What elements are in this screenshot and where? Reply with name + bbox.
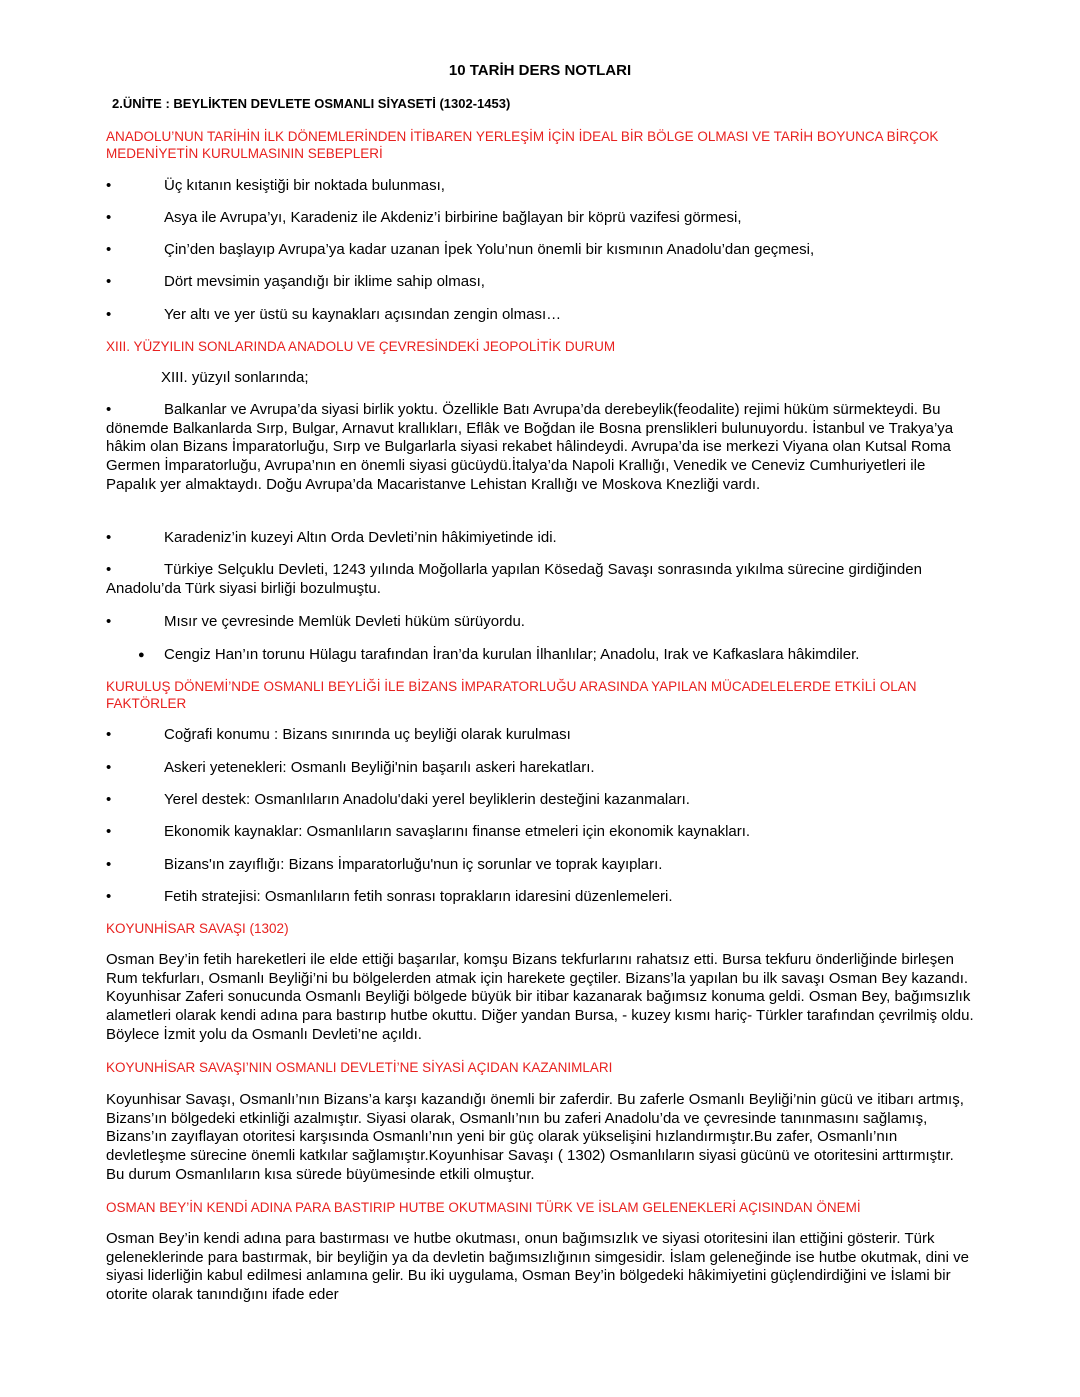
bullet-paragraph: • Karadeniz’in kuzeyi Altın Orda Devleti’nin hâkimiyetinde idi. [106,529,557,546]
section-heading-gains: KOYUNHİSAR SAVAŞI’NIN OSMANLI DEVLETİ’NE SİYASİ AÇIDAN KAZANIMLARI [106,1060,613,1075]
bullet: • [106,273,112,290]
bullet-paragraph: • Mısır ve çevresinde Memlük Devleti hüküm sürüyordu. [106,613,525,630]
circle-bullet: ● [138,649,145,661]
bullet: • [106,856,112,873]
bullet: • [106,823,112,840]
bullet: • [106,401,112,418]
bullet: • [106,209,112,226]
section-intro: XIII. yüzyıl sonlarında; [161,369,309,386]
paragraph-coin-sermon: Osman Bey’in kendi adına para bastırması ve hutbe okutması, onun bağımsızlık ve siyasi otoritesini ilan ettiğini gösterir. Türk geleneklerinde para bastırmak, bir beyliğin ya da devletin bağımsızlığının simgesidir. İslam geleneğinde ise hutbe okutmak, dini ve siyasi liderliğin kabul edilmesi anlamına gelir. Bu iki uygulama, Osman Bey’in bölgedeki hâkimiyetini güçlendirdiğini ve İslami bir otorite olarak tanındığını ifade eder [106,1230,969,1304]
paragraph-gains: Koyunhisar Savaşı, Osmanlı’nın Bizans’a karşı kazandığı önemli bir zaferdir. Bu zaferle Osmanlı Beyliği’nin gücü ve itibarı artmış, Bizans’ın bölgedeki etkinliği azalmıştır. Siyasi olarak, Osmanlı’nın bu zaferi Anadolu’da ve çevresinde tanınmasını sağlamış, Bizans’ın zayıflayan otoritesi karşısında Osmanlı’nın yeni bir güç olarak yükselişini hızlandırmıştır.Bu zafer, Osmanlı’nın devletleşme sürecine önemli katkılar sağlamıştır.Koyunhisar Savaşı ( 1302) Osmanlıların siyasi gücünü ve otoritesini arttırmıştır. Bu durum Osmanlıların kısa sürede büyümesinde etkili olmuştur. [106,1091,964,1183]
section-heading-anatolia: ANADOLU’NUN TARİHİN İLK DÖNEMLERİNDEN İTİBAREN YERLEŞİM İÇİN İDEAL BİR BÖLGE OLMASI VE TARİH BOYUNCA BİRÇOK MEDENİYETİN KURULMASININ SEBEPLERİ [106,129,939,161]
bullet: • [106,888,112,905]
section-heading-coin-sermon: OSMAN BEY’İN KENDİ ADINA PARA BASTIRIP HUTBE OKUTMASINI TÜRK VE İSLAM GELENEKLERİ AÇISINDAN ÖNEMİ [106,1200,861,1215]
bullet: • [106,726,112,743]
unit-title: 2.ÜNİTE : BEYLİKTEN DEVLETE OSMANLI SİYASETİ (1302-1453) [112,96,511,111]
section-heading-factors: KURULUŞ DÖNEMİ’NDE OSMANLI BEYLİĞİ İLE BİZANS İMPARATORLUĞU ARASINDA YAPILAN MÜCADELELERDE ETKİLİ OLAN FAKTÖRLER [106,679,917,711]
bullet: • [106,613,112,630]
bullet: • [106,529,112,546]
bullet-paragraph: • Balkanlar ve Avrupa’da siyasi birlik yoktu. Özellikle Batı Avrupa’da derebeylik(feodalite) rejimi hüküm sürmekteydi. Bu dönemde Balkanlarda Sırp, Bulgar, Arnavut krallıkları, Eflâk ve Boğdan ile Bosna prenslikleri bulunuyordu. İstanbul ve Trakya’ya hâkim olan Bizans İmparatorluğu, Sırp ve Bulgarlarla siyasi rekabet hâlindeydi. Avrupa’da ise merkezi Viyana olan Kutsal Roma Germen İmparatorluğu, Avrupa’nın en önemli siyasi gücüydü.İtalya’da Napoli Krallığı, Venedik ve Ceneviz Cumhuriyetleri ile Papalık yer almaktaydı. Doğu Avrupa’da Macaristanve Lehistan Krallığı ve Moskova Knezliği vardı. [106,401,954,493]
bullet: • [106,791,112,808]
page-title: 10 TARİH DERS NOTLARI [448,62,632,79]
section-heading-koyunhisar: KOYUNHİSAR SAVAŞI (1302) [106,921,289,936]
bullet-paragraph: • Türkiye Selçuklu Devleti, 1243 yılında Moğollarla yapılan Kösedağ Savaşı sonrasında yıkılma sürecine girdiğinden Anadolu’da Türk siyasi birliği bozulmuştu. [106,561,922,597]
paragraph-koyunhisar: Osman Bey’in fetih hareketleri ile elde ettiği başarılar, komşu Bizans tekfurlarını rahatsız etti. Bursa tekfuru önderliğinde birleşen Rum tekfurları, Osmanlı Beyliği’ni bu bölgelerden atmak için harekete geçtiler. Bizans’la yapılan bu ilk savaşı Osman Bey kazandı. Koyunhisar Zaferi sonucunda Osmanlı Beyliği bölgede büyük bir itibar kazanarak bağımsız konuma geldi. Osman Bey, bağımsızlık alametleri olarak kendi adına para bastırıp hutbe okuttu. Diğer yandan Bursa, - kuzey kısmı hariç- Türkler tarafından çevrilmiş oldu. Böylece İzmit yolu da Osmanlı Devleti’ne açıldı. [106,951,974,1043]
bullet: • [106,561,112,578]
bullet: • [106,241,112,258]
bullet: • [106,306,112,323]
section-heading-geopolitics: XIII. YÜZYILIN SONLARINDA ANADOLU VE ÇEVRESİNDEKİ JEOPOLİTİK DURUM [106,339,616,354]
bullet: • [106,759,112,776]
bullet: • [106,177,112,194]
